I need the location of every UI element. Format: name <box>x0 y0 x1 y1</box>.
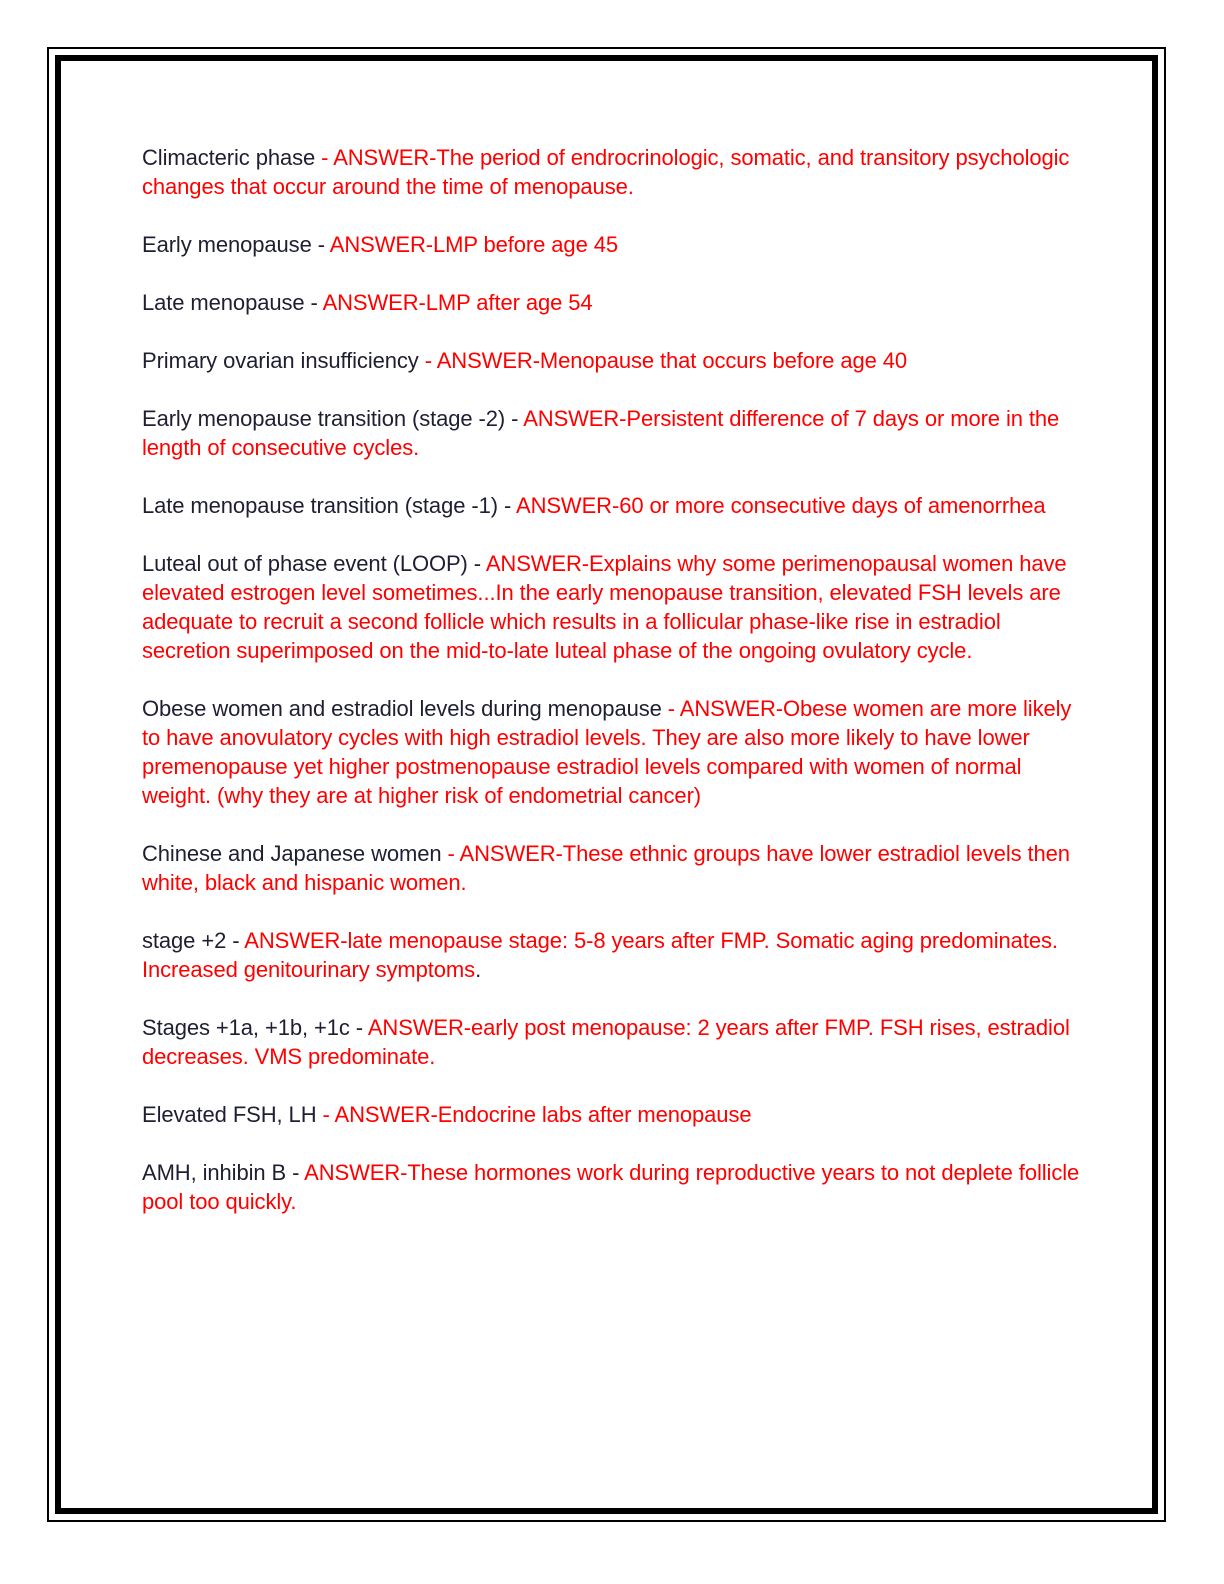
separator: - <box>661 696 680 721</box>
flashcard-entry <box>142 1158 1082 1216</box>
separator: - <box>226 928 245 953</box>
flashcard-entry <box>142 230 1082 259</box>
flashcard-entry <box>142 549 1082 665</box>
answer: ANSWER-These hormones work during reproductive years to not deplete follicle pool too quickly. <box>142 1160 1080 1214</box>
term: Elevated FSH, LH <box>142 1102 317 1127</box>
answer: ANSWER-LMP before age 45 <box>329 232 618 257</box>
answer: ANSWER-late menopause stage: 5-8 years after FMP. Somatic aging predominates. Increased genitourinary symptoms <box>142 928 1058 982</box>
answer: ANSWER-These ethnic groups have lower estradiol levels then white, black and hispanic women. <box>142 841 1070 895</box>
answer: ANSWER-Persistent difference of 7 days or more in the length of consecutive cycles. <box>142 406 1060 460</box>
flashcard-entry <box>142 694 1082 810</box>
answer: ANSWER-early post menopause: 2 years after FMP. FSH rises, estradiol decreases. VMS predominate. <box>142 1015 1070 1069</box>
answer: ANSWER-Endocrine labs after menopause <box>334 1102 752 1127</box>
flashcard-entry <box>142 288 1082 317</box>
term: Late menopause transition (stage -1) <box>142 493 498 518</box>
flashcard-entry <box>142 346 1082 375</box>
term: Chinese and Japanese women <box>142 841 442 866</box>
answer-tail: . <box>475 957 482 982</box>
separator: - <box>304 290 323 315</box>
flashcard-entry <box>142 491 1082 520</box>
flashcard-entry <box>142 1013 1082 1071</box>
flashcard-entry <box>142 1100 1082 1129</box>
term: Early menopause transition (stage -2) <box>142 406 506 431</box>
term: Primary ovarian insufficiency <box>142 348 419 373</box>
term: Obese women and estradiol levels during menopause <box>142 696 662 721</box>
separator: - <box>505 406 524 431</box>
flashcard-entry <box>142 404 1082 462</box>
answer: ANSWER-The period of endrocrinologic, somatic, and transitory psychologic changes that occur around the time of menopause. <box>142 145 1070 199</box>
separator: - <box>497 493 516 518</box>
separator: - <box>467 551 486 576</box>
term: stage +2 <box>142 928 227 953</box>
flashcard-entry <box>142 143 1082 201</box>
separator: - <box>349 1015 368 1040</box>
answer: ANSWER-Obese women are more likely to have anovulatory cycles with high estradiol levels. They are also more likely to have lower premenopause yet higher postmenopause estradiol levels compared with women of normal weight. (why they are at higher risk of endometrial cancer) <box>142 696 1072 808</box>
answer: ANSWER-60 or more consecutive days of amenorrhea <box>516 493 1046 518</box>
separator: - <box>315 145 334 170</box>
flashcard-entry <box>142 926 1082 984</box>
separator: - <box>418 348 437 373</box>
flashcard-entry <box>142 839 1082 897</box>
term: Stages +1a, +1b, +1c <box>142 1015 350 1040</box>
term: Late menopause <box>142 290 305 315</box>
term: Early menopause <box>142 232 312 257</box>
separator: - <box>316 1102 335 1127</box>
answer: ANSWER-Explains why some perimenopausal women have elevated estrogen level sometimes...In the early menopause transition, elevated FSH levels are adequate to recruit a second follicle which results in a follicular phase-like rise in estradiol secretion superimposed on the mid-to-late luteal phase of the ongoing ovulatory cycle. <box>142 551 1067 663</box>
answer: ANSWER-LMP after age 54 <box>322 290 593 315</box>
separator: - <box>286 1160 305 1185</box>
separator: - <box>311 232 330 257</box>
answer: ANSWER-Menopause that occurs before age 40 <box>436 348 908 373</box>
flashcard-list <box>142 143 1082 1245</box>
term: Luteal out of phase event (LOOP) <box>142 551 468 576</box>
term: Climacteric phase <box>142 145 316 170</box>
separator: - <box>441 841 460 866</box>
term: AMH, inhibin B <box>142 1160 287 1185</box>
